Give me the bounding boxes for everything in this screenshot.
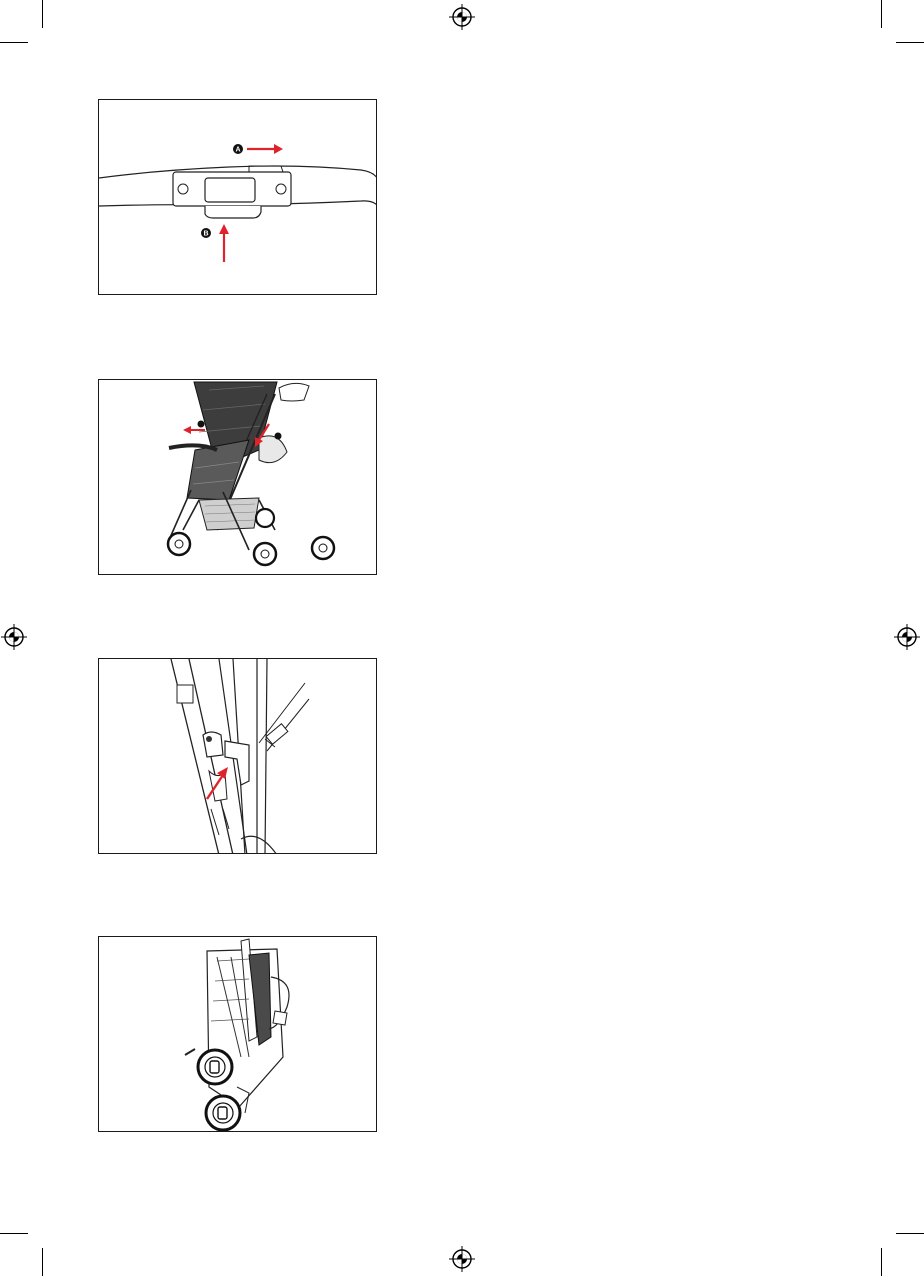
crop-mark-bottom-left-v (42, 1248, 43, 1276)
fold-lock-figure (98, 658, 377, 854)
folded-stroller-figure (98, 936, 377, 1132)
registration-mark-icon (894, 624, 920, 650)
marker-a-badge (233, 144, 243, 154)
handle-release-figure (98, 99, 377, 295)
crop-mark-top-left-v (42, 0, 43, 28)
registration-mark-icon (1, 624, 27, 650)
crop-mark-bottom-left-h (0, 1233, 28, 1234)
arrow-icon (219, 224, 229, 262)
wheel-icon (256, 509, 274, 527)
marker-badge (198, 421, 205, 428)
crop-mark-top-left-h (0, 42, 28, 43)
crop-mark-top-right-v (881, 0, 882, 28)
registration-mark-icon (449, 4, 475, 30)
wheel-icon (198, 1050, 232, 1084)
wheel-icon (254, 543, 276, 565)
crop-mark-bottom-right-v (881, 1248, 882, 1276)
wheel-icon (312, 537, 334, 559)
wheel-icon (168, 533, 190, 555)
marker-b-label: B (203, 230, 209, 238)
marker-b-badge (201, 228, 211, 238)
marker-badge (275, 433, 282, 440)
crop-mark-top-right-h (896, 42, 924, 43)
arrow-icon (247, 144, 283, 154)
stroller-folding-figure (98, 379, 377, 575)
crop-mark-bottom-right-h (896, 1233, 924, 1234)
registration-mark-icon (449, 1246, 475, 1272)
marker-a-label: A (235, 146, 241, 154)
wheel-icon (206, 1096, 240, 1130)
